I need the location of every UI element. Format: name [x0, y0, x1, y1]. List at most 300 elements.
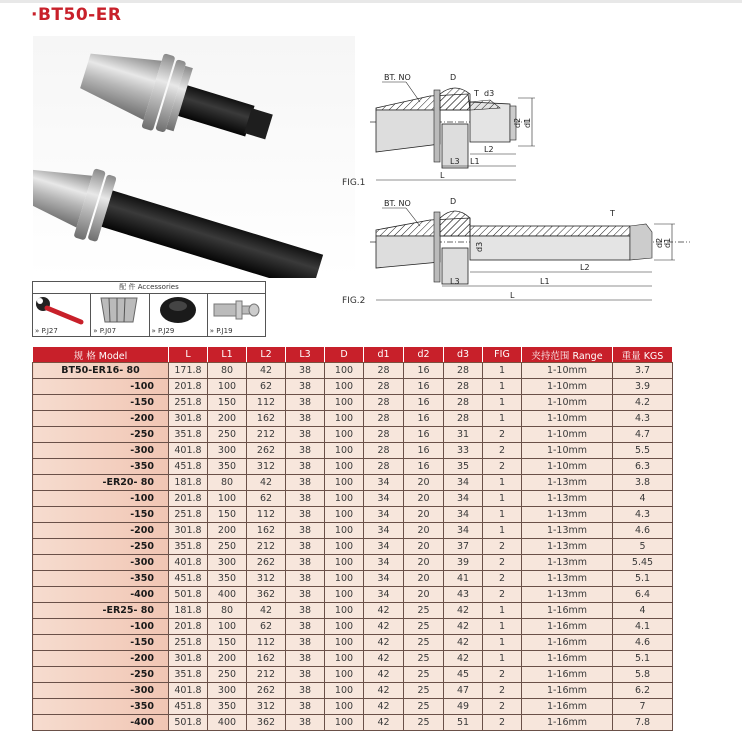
cell-weight: 5.1 — [613, 651, 673, 667]
cell-L2: 212 — [247, 427, 286, 443]
svg-text:d3: d3 — [484, 89, 495, 98]
cell-model: -200 — [33, 411, 169, 427]
cell-L3: 38 — [286, 667, 325, 683]
cell-model: -350 — [33, 459, 169, 475]
cell-fig: 1 — [483, 475, 522, 491]
cell-range: 1-13mm — [522, 571, 613, 587]
cell-L: 301.8 — [169, 523, 208, 539]
cell-D: 100 — [325, 715, 364, 731]
cell-d3: 37 — [444, 539, 483, 555]
cell-L: 451.8 — [169, 699, 208, 715]
cell-weight: 4.6 — [613, 635, 673, 651]
cell-model: -150 — [33, 395, 169, 411]
cell-L: 201.8 — [169, 619, 208, 635]
cell-L1: 400 — [208, 587, 247, 603]
cell-d1: 34 — [364, 587, 404, 603]
cell-L3: 38 — [286, 475, 325, 491]
cell-D: 100 — [325, 475, 364, 491]
cell-d3: 41 — [444, 571, 483, 587]
cell-L: 301.8 — [169, 411, 208, 427]
accessory-nut: » P.J29 — [150, 294, 208, 336]
cell-D: 100 — [325, 443, 364, 459]
cell-d1: 42 — [364, 603, 404, 619]
cell-range: 1-13mm — [522, 491, 613, 507]
cell-D: 100 — [325, 523, 364, 539]
svg-text:L3: L3 — [450, 277, 460, 286]
table-body — [33, 363, 673, 731]
cell-d1: 28 — [364, 379, 404, 395]
cell-L1: 300 — [208, 555, 247, 571]
cell-range: 1-10mm — [522, 411, 613, 427]
cell-d1: 42 — [364, 651, 404, 667]
cell-d2: 20 — [404, 491, 444, 507]
cell-model: -300 — [33, 443, 169, 459]
cell-d1: 34 — [364, 491, 404, 507]
table-row — [33, 667, 673, 683]
table-row — [33, 651, 673, 667]
cell-d3: 49 — [444, 699, 483, 715]
fig1-label: FIG.1 — [342, 178, 366, 188]
cell-L3: 38 — [286, 395, 325, 411]
cell-L2: 112 — [247, 395, 286, 411]
cell-weight: 6.2 — [613, 683, 673, 699]
cell-d1: 28 — [364, 443, 404, 459]
svg-text:d2: d2 — [655, 237, 664, 248]
cell-d1: 42 — [364, 683, 404, 699]
cell-range: 1-10mm — [522, 459, 613, 475]
table-row — [33, 363, 673, 379]
accessories-title: 配 件 Accessories — [33, 282, 265, 294]
cell-L: 251.8 — [169, 395, 208, 411]
cell-L3: 38 — [286, 443, 325, 459]
cell-d1: 28 — [364, 395, 404, 411]
table-row — [33, 491, 673, 507]
cell-weight: 4.2 — [613, 395, 673, 411]
cell-weight: 4.3 — [613, 507, 673, 523]
cell-d2: 20 — [404, 587, 444, 603]
cell-fig: 1 — [483, 395, 522, 411]
cell-fig: 2 — [483, 427, 522, 443]
cell-fig: 2 — [483, 715, 522, 731]
cell-d3: 34 — [444, 523, 483, 539]
svg-text:L2: L2 — [484, 145, 494, 154]
cell-fig: 1 — [483, 363, 522, 379]
cell-d3: 28 — [444, 395, 483, 411]
cell-L2: 42 — [247, 475, 286, 491]
cell-range: 1-13mm — [522, 539, 613, 555]
cell-L2: 62 — [247, 491, 286, 507]
cell-fig: 1 — [483, 491, 522, 507]
cell-L: 351.8 — [169, 427, 208, 443]
cell-fig: 2 — [483, 683, 522, 699]
cell-d2: 25 — [404, 619, 444, 635]
cell-L: 251.8 — [169, 635, 208, 651]
cell-L3: 38 — [286, 683, 325, 699]
cell-L2: 312 — [247, 571, 286, 587]
cell-d1: 34 — [364, 475, 404, 491]
header-L3: L3 — [286, 347, 325, 363]
table-row — [33, 571, 673, 587]
cell-d2: 20 — [404, 555, 444, 571]
cell-fig: 1 — [483, 523, 522, 539]
svg-text:BT. NO: BT. NO — [384, 73, 411, 82]
cell-range: 1-16mm — [522, 667, 613, 683]
cell-model: -ER25- 80 — [33, 603, 169, 619]
cell-L1: 200 — [208, 411, 247, 427]
cell-weight: 4.7 — [613, 427, 673, 443]
cell-L3: 38 — [286, 587, 325, 603]
cell-d2: 16 — [404, 427, 444, 443]
cell-L1: 250 — [208, 539, 247, 555]
cell-d3: 45 — [444, 667, 483, 683]
cell-d1: 34 — [364, 523, 404, 539]
cell-L3: 38 — [286, 555, 325, 571]
cell-fig: 1 — [483, 411, 522, 427]
svg-text:D: D — [450, 73, 457, 82]
header-d1: d1 — [364, 347, 404, 363]
cell-fig: 1 — [483, 619, 522, 635]
cell-L: 201.8 — [169, 491, 208, 507]
cell-L2: 42 — [247, 363, 286, 379]
cell-weight: 4.1 — [613, 619, 673, 635]
cell-d1: 42 — [364, 635, 404, 651]
cell-L1: 80 — [208, 475, 247, 491]
cell-d1: 42 — [364, 619, 404, 635]
cell-weight: 5.1 — [613, 571, 673, 587]
cell-range: 1-13mm — [522, 587, 613, 603]
fig2-drawing — [370, 196, 705, 308]
cell-d3: 28 — [444, 379, 483, 395]
header-L1: L1 — [208, 347, 247, 363]
cell-L: 181.8 — [169, 603, 208, 619]
cell-model: -100 — [33, 379, 169, 395]
cell-d2: 16 — [404, 459, 444, 475]
cell-L2: 212 — [247, 539, 286, 555]
cell-L1: 100 — [208, 379, 247, 395]
cell-range: 1-13mm — [522, 523, 613, 539]
spec-table — [32, 346, 673, 731]
cell-model: -100 — [33, 491, 169, 507]
cell-range: 1-16mm — [522, 603, 613, 619]
cell-d2: 25 — [404, 635, 444, 651]
cell-range: 1-10mm — [522, 379, 613, 395]
cell-d1: 28 — [364, 411, 404, 427]
cell-L1: 80 — [208, 603, 247, 619]
cell-L2: 112 — [247, 635, 286, 651]
cell-model: -100 — [33, 619, 169, 635]
cell-D: 100 — [325, 635, 364, 651]
svg-text:L3: L3 — [450, 157, 460, 166]
cell-L3: 38 — [286, 539, 325, 555]
cell-L2: 312 — [247, 699, 286, 715]
cell-d3: 34 — [444, 475, 483, 491]
cell-L1: 350 — [208, 459, 247, 475]
cell-D: 100 — [325, 651, 364, 667]
cell-d1: 42 — [364, 699, 404, 715]
cell-L3: 38 — [286, 651, 325, 667]
table-row — [33, 699, 673, 715]
svg-text:L: L — [510, 291, 515, 300]
header-model: 规 格 Model — [33, 347, 169, 363]
cell-d2: 16 — [404, 379, 444, 395]
cell-range: 1-16mm — [522, 683, 613, 699]
cell-model: -150 — [33, 635, 169, 651]
cell-d3: 31 — [444, 427, 483, 443]
cell-model: -200 — [33, 523, 169, 539]
top-border — [0, 0, 742, 3]
svg-text:L1: L1 — [540, 277, 550, 286]
cell-L: 401.8 — [169, 555, 208, 571]
accessories-box — [32, 281, 266, 337]
cell-d1: 42 — [364, 715, 404, 731]
table-row — [33, 507, 673, 523]
cell-fig: 2 — [483, 667, 522, 683]
cell-model: -250 — [33, 539, 169, 555]
cell-L2: 62 — [247, 619, 286, 635]
collet-icon — [91, 294, 147, 326]
page-title: ·BT50-ER — [31, 5, 122, 25]
cell-d2: 20 — [404, 507, 444, 523]
cell-model: -400 — [33, 715, 169, 731]
svg-text:L: L — [440, 171, 445, 180]
cell-d1: 34 — [364, 571, 404, 587]
cell-d1: 34 — [364, 507, 404, 523]
cell-weight: 7 — [613, 699, 673, 715]
cell-L: 251.8 — [169, 507, 208, 523]
cell-fig: 2 — [483, 539, 522, 555]
cell-weight: 5 — [613, 539, 673, 555]
svg-text:d3: d3 — [475, 241, 484, 252]
cell-d2: 25 — [404, 651, 444, 667]
cell-d2: 16 — [404, 411, 444, 427]
cell-d3: 39 — [444, 555, 483, 571]
cell-d2: 20 — [404, 539, 444, 555]
cell-range: 1-16mm — [522, 715, 613, 731]
cell-d3: 34 — [444, 507, 483, 523]
cell-weight: 4 — [613, 603, 673, 619]
cell-L1: 100 — [208, 491, 247, 507]
table-row — [33, 635, 673, 651]
cell-fig: 1 — [483, 651, 522, 667]
cell-d1: 42 — [364, 667, 404, 683]
cell-fig: 2 — [483, 571, 522, 587]
cell-d3: 28 — [444, 411, 483, 427]
cell-L2: 312 — [247, 459, 286, 475]
cell-L1: 150 — [208, 507, 247, 523]
cell-d3: 34 — [444, 491, 483, 507]
cell-model: BT50-ER16- 80 — [33, 363, 169, 379]
cell-d3: 42 — [444, 603, 483, 619]
cell-fig: 2 — [483, 443, 522, 459]
cell-D: 100 — [325, 699, 364, 715]
cell-weight: 3.7 — [613, 363, 673, 379]
cell-L2: 42 — [247, 603, 286, 619]
svg-text:L1: L1 — [470, 157, 480, 166]
cell-L2: 212 — [247, 667, 286, 683]
cell-D: 100 — [325, 427, 364, 443]
svg-text:D: D — [450, 197, 457, 206]
cell-L2: 362 — [247, 715, 286, 731]
cell-D: 100 — [325, 603, 364, 619]
product-photo — [33, 36, 355, 278]
table-row — [33, 619, 673, 635]
cell-L3: 38 — [286, 619, 325, 635]
cell-d2: 25 — [404, 699, 444, 715]
cell-d3: 35 — [444, 459, 483, 475]
cell-d2: 16 — [404, 395, 444, 411]
cell-L: 401.8 — [169, 443, 208, 459]
cell-D: 100 — [325, 491, 364, 507]
cell-L3: 38 — [286, 635, 325, 651]
table-row — [33, 555, 673, 571]
table-row — [33, 395, 673, 411]
cell-model: -350 — [33, 699, 169, 715]
cell-model: -250 — [33, 667, 169, 683]
cell-D: 100 — [325, 363, 364, 379]
cell-L: 401.8 — [169, 683, 208, 699]
cell-L2: 362 — [247, 587, 286, 603]
cell-L: 171.8 — [169, 363, 208, 379]
cell-d3: 47 — [444, 683, 483, 699]
cell-D: 100 — [325, 587, 364, 603]
table-row — [33, 603, 673, 619]
cell-L3: 38 — [286, 379, 325, 395]
cell-L2: 262 — [247, 683, 286, 699]
cell-D: 100 — [325, 683, 364, 699]
cell-L: 451.8 — [169, 459, 208, 475]
cell-weight: 3.9 — [613, 379, 673, 395]
cell-L2: 262 — [247, 555, 286, 571]
cell-L3: 38 — [286, 715, 325, 731]
header-d3: d3 — [444, 347, 483, 363]
cell-L3: 38 — [286, 699, 325, 715]
header-D: D — [325, 347, 364, 363]
table-row — [33, 539, 673, 555]
cell-fig: 2 — [483, 555, 522, 571]
cell-L: 351.8 — [169, 539, 208, 555]
cell-weight: 3.8 — [613, 475, 673, 491]
cell-weight: 6.3 — [613, 459, 673, 475]
cell-d2: 20 — [404, 475, 444, 491]
cell-L: 181.8 — [169, 475, 208, 491]
cell-d2: 25 — [404, 667, 444, 683]
cell-model: -150 — [33, 507, 169, 523]
cell-L1: 150 — [208, 635, 247, 651]
cell-D: 100 — [325, 667, 364, 683]
cell-weight: 4.3 — [613, 411, 673, 427]
cell-d2: 20 — [404, 523, 444, 539]
accessory-wrench: » P.J27 — [33, 294, 91, 336]
cell-D: 100 — [325, 507, 364, 523]
cell-range: 1-16mm — [522, 699, 613, 715]
svg-text:T: T — [610, 209, 615, 218]
fig1-drawing — [370, 72, 540, 192]
table-row — [33, 587, 673, 603]
accessory-pull-stud: » P.J19 — [208, 294, 265, 336]
cell-L: 501.8 — [169, 715, 208, 731]
cell-d3: 51 — [444, 715, 483, 731]
cell-D: 100 — [325, 619, 364, 635]
cell-range: 1-16mm — [522, 619, 613, 635]
cell-L2: 112 — [247, 507, 286, 523]
cell-L1: 300 — [208, 683, 247, 699]
cell-L: 351.8 — [169, 667, 208, 683]
cell-d3: 33 — [444, 443, 483, 459]
cell-weight: 5.8 — [613, 667, 673, 683]
cell-range: 1-10mm — [522, 395, 613, 411]
cell-model: -400 — [33, 587, 169, 603]
table-row — [33, 683, 673, 699]
cell-model: -ER20- 80 — [33, 475, 169, 491]
cell-d3: 43 — [444, 587, 483, 603]
cell-d2: 25 — [404, 683, 444, 699]
svg-text:L2: L2 — [580, 263, 590, 272]
table-row — [33, 443, 673, 459]
svg-text:d2: d2 — [513, 117, 522, 128]
cell-L1: 250 — [208, 667, 247, 683]
header-range: 夹持范围 Range — [522, 347, 613, 363]
cell-range: 1-10mm — [522, 427, 613, 443]
cell-model: -250 — [33, 427, 169, 443]
cell-L1: 200 — [208, 523, 247, 539]
cell-L2: 162 — [247, 523, 286, 539]
header-d2: d2 — [404, 347, 444, 363]
cell-weight: 5.5 — [613, 443, 673, 459]
cell-weight: 4 — [613, 491, 673, 507]
cell-range: 1-13mm — [522, 555, 613, 571]
cell-range: 1-10mm — [522, 363, 613, 379]
cell-d3: 42 — [444, 619, 483, 635]
cell-L3: 38 — [286, 411, 325, 427]
cell-D: 100 — [325, 571, 364, 587]
svg-text:d1: d1 — [663, 237, 672, 248]
table-row — [33, 459, 673, 475]
cell-L: 451.8 — [169, 571, 208, 587]
cell-d2: 16 — [404, 443, 444, 459]
cell-range: 1-16mm — [522, 651, 613, 667]
cell-d2: 16 — [404, 363, 444, 379]
table-row — [33, 379, 673, 395]
cell-range: 1-13mm — [522, 475, 613, 491]
cell-range: 1-10mm — [522, 443, 613, 459]
cell-D: 100 — [325, 411, 364, 427]
cell-L2: 262 — [247, 443, 286, 459]
cell-L1: 80 — [208, 363, 247, 379]
cell-L3: 38 — [286, 523, 325, 539]
header-weight: 重量 KGS — [613, 347, 673, 363]
cell-L1: 250 — [208, 427, 247, 443]
fig2-label: FIG.2 — [342, 296, 366, 306]
cell-fig: 2 — [483, 699, 522, 715]
nut-icon — [150, 294, 206, 326]
cell-model: -300 — [33, 683, 169, 699]
cell-fig: 1 — [483, 603, 522, 619]
cell-L3: 38 — [286, 603, 325, 619]
cell-L1: 150 — [208, 395, 247, 411]
cell-L3: 38 — [286, 491, 325, 507]
cell-L2: 162 — [247, 411, 286, 427]
cell-D: 100 — [325, 539, 364, 555]
cell-range: 1-16mm — [522, 635, 613, 651]
wrench-icon — [33, 294, 89, 326]
cell-d1: 28 — [364, 427, 404, 443]
cell-D: 100 — [325, 379, 364, 395]
cell-fig: 1 — [483, 635, 522, 651]
cell-d2: 25 — [404, 603, 444, 619]
svg-text:T: T — [474, 89, 479, 98]
cell-model: -300 — [33, 555, 169, 571]
table-row — [33, 523, 673, 539]
